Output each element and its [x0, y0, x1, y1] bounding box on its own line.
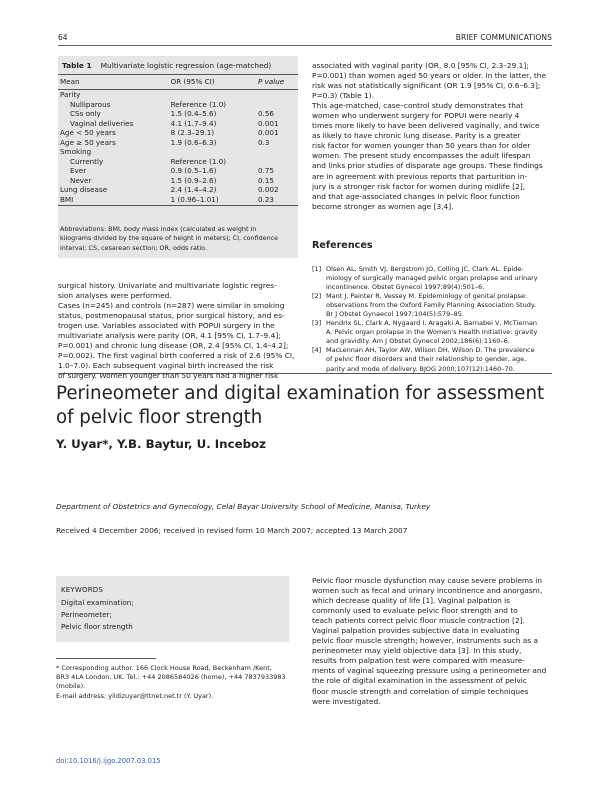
body-text-line: women. The present study encompasses the adult lifespan	[312, 151, 531, 161]
reference-text-line: Hendrix SL, Clark A, Nygaard I, Aragaki A, Barnabei V, McTiernan	[326, 319, 538, 328]
table-cell-label: Nulliparous	[70, 99, 111, 109]
reference-number: [3]	[312, 319, 322, 328]
article-title-line: Perineometer and digital examination for assessment	[56, 383, 545, 404]
body-text-line: This age-matched, case–control study demonstrates that	[312, 101, 524, 111]
table-cell-label: Lung disease	[60, 185, 108, 195]
table-cell-label: Currently	[70, 156, 104, 166]
footnote-line: * Corresponding author. 166 Clock House Road, Beckenham /Kent,	[56, 664, 272, 672]
article-body-line: pelvic floor muscle strength; however, instruments such as a	[312, 636, 539, 646]
table-cell-p: 0.002	[257, 185, 279, 195]
table-cell-label: Never	[70, 175, 92, 185]
table-cell-p: 0.56	[257, 109, 274, 119]
article-body-line: were investigated.	[312, 696, 381, 706]
footnote-line: (mobile).	[56, 682, 86, 691]
table-row	[58, 90, 298, 100]
table-cell-p: 0.23	[258, 195, 298, 205]
table-row	[58, 119, 298, 129]
corresponding-author-footnote	[56, 664, 289, 701]
page-number: 64	[58, 33, 68, 42]
table-row	[58, 176, 298, 186]
table-cell-or	[171, 90, 258, 100]
reference-item	[312, 319, 552, 346]
reference-text-line: Mant J, Painter R, Vessey M. Epidemiology of genital prolapse:	[326, 292, 528, 301]
table-cell-p: 0.15	[257, 175, 274, 185]
body-text-line: P=0.002). The first vaginal birth conferred a risk of 2.6 (95% CI,	[58, 351, 295, 361]
body-text-line: P=0.001) and chronic lung disease (OR, 2.4 [95% CI, 1.4–4.2];	[58, 341, 289, 351]
body-text-line: as likely to have chronic lung disease. Parity is a greater	[312, 131, 521, 141]
table-cell-label: Age ≥ 50 years	[60, 137, 116, 147]
article-body-line: which decrease quality of life [1]. Vaginal palpation is	[312, 596, 511, 606]
table-note-line: interval; CS, cesarean section; OR, odds ratio.	[60, 243, 208, 252]
reference-text-line: and gravidity. Am J Obstet Gynecol 2002;186(6):1160–6.	[326, 337, 510, 346]
article-body-line: perineometer may yield objective data [3]. In this study,	[312, 646, 522, 656]
table-row	[58, 157, 298, 167]
table-cell-p	[258, 100, 298, 110]
table-cell-or: Reference (1.0)	[170, 156, 227, 166]
article-body-text	[312, 576, 552, 707]
article-body-line: Pelvic floor muscle dysfunction may cause severe problems in	[312, 576, 543, 585]
reference-item	[312, 292, 552, 319]
table-cell-p	[258, 147, 298, 157]
affiliation: Department of Obstetrics and Gynecology, Celal Bayar University School of Medicine, Manisa, Turkey	[56, 502, 431, 511]
reference-text-line: miology of surgically managed pelvic organ prolapse and urinary	[326, 274, 538, 283]
table-cell-or: 4.1 (1.7–9.4)	[170, 118, 217, 128]
reference-number: [1]	[312, 265, 322, 273]
table-row	[58, 185, 298, 195]
table-cell-label: Smoking	[60, 147, 92, 157]
table-note-line: kilograms divided by the square of height in meters); CI, confidence	[60, 234, 279, 243]
reference-text-line: parity and mode of delivery. BJOG 2000;107(12):1460–70.	[326, 364, 515, 373]
table-cell-or: 1.5 (0.4–5.6)	[170, 109, 217, 119]
references-list	[312, 265, 552, 374]
table-row	[58, 128, 298, 138]
table-cell-label: Age < 50 years	[60, 128, 116, 138]
footnote-line: E-mail address: yildizuyar@ttnet.net.tr (Y. Uyar).	[56, 691, 214, 700]
table-cell-or: 1 (0.96–1.01)	[171, 195, 258, 205]
reference-number: [2]	[312, 292, 322, 301]
body-text-line: sion analyses were performed.	[58, 291, 172, 301]
received-dates: Received 4 December 2006; received in revised form 10 March 2007; accepted 13 March 2007	[56, 526, 408, 535]
table-cell-label: Ever	[70, 166, 87, 176]
body-text-line: and that age-associated changes in pelvic floor function	[312, 191, 520, 201]
table-cell-or: 8 (2.3–29.1)	[170, 128, 215, 138]
article-body-line: results from palpation test were compared with measure-	[312, 656, 525, 666]
doi-text[interactable]: doi:10.1016/j.ijgo.2007.03.015	[56, 757, 161, 765]
table-note-line: Abbreviations: BMI, body mass index (calculated as weight in	[60, 225, 257, 233]
section-heading: BRIEF COMMUNICATIONS	[455, 33, 552, 42]
body-text-line: become stronger as women age [3,4].	[312, 201, 454, 211]
body-text-line: P=0.3) (Table 1).	[312, 91, 374, 101]
regression-table	[58, 74, 298, 206]
column-header-or: OR (95% CI)	[171, 75, 258, 90]
table-row	[58, 166, 298, 176]
article-body-line: women such as fecal and urinary incontinence and anorgasm,	[312, 586, 543, 596]
table-caption-text: Multivariate logistic regression (age-matched)	[100, 61, 272, 70]
table-row	[58, 100, 298, 110]
table-caption	[62, 61, 271, 70]
reference-text-line: Br J Obstet Gynaecol 1997;104(5):579–85.	[326, 310, 464, 319]
table-notes	[60, 225, 296, 253]
article-title	[56, 382, 544, 429]
article-body-line: teach patients correct pelvic floor muscle contraction [2].	[312, 616, 525, 626]
body-text-line: jury is a stronger risk factor for women during midlife [2],	[312, 181, 526, 191]
table-cell-or: 1.5 (0.9–2.6)	[170, 175, 217, 185]
body-text-line: times more likely to have been delivered vaginally, and twice	[312, 121, 540, 131]
reference-text-line: observations from the Oxford Family Planning Association Study.	[326, 301, 536, 310]
body-text-line: women who underwent surgery for POPUI were nearly 4	[312, 111, 520, 121]
reference-text-line: A. Pelvic organ prolapse in the Women's Health Initiative: gravity	[326, 328, 538, 337]
body-text-line: surgical history. Univariate and multivariate logistic regres-	[58, 281, 277, 290]
table-cell-p: 0.3	[257, 137, 270, 147]
footnote-line: BR3 4LA London, UK. Tel.: +44 2086584026 (home), +44 7837933983	[56, 673, 286, 682]
article-body-line: the role of digital examination in the assessment of pelvic	[312, 676, 527, 686]
table-cell-label: BMI	[58, 195, 171, 205]
article-separator	[58, 373, 552, 374]
footnote-rule	[56, 658, 156, 659]
table-row	[58, 138, 298, 148]
body-text-line: 1.0–7.0). Each subsequent vaginal birth increased the risk	[58, 361, 274, 371]
article-title-line: of pelvic floor strength	[56, 406, 263, 428]
reference-item	[312, 265, 552, 292]
article-body-line: floor muscle strength and correlation of simple techniques	[312, 686, 529, 696]
reference-item	[312, 346, 552, 373]
table-cell-p: 0.001	[257, 128, 279, 138]
body-text-line: of surgery. Women younger than 50 years had a higher risk	[58, 371, 279, 381]
table-cell-p	[258, 90, 298, 100]
article-body-line: commonly used to evaluate pelvic floor strength and to	[312, 606, 518, 616]
body-text-line: trogen use. Variables associated with POPUI surgery in the	[58, 321, 275, 331]
table-cell-or: 0.9 (0.5–1.6)	[170, 166, 217, 176]
column-header-mean: Mean	[58, 75, 171, 90]
table-header-row	[58, 75, 298, 90]
body-text-line: associated with vaginal parity (OR, 8.0 [95% CI, 2.3–29.1];	[312, 61, 529, 70]
table-body	[58, 90, 298, 206]
table-cell-label: Parity	[60, 90, 81, 99]
table-cell-p	[258, 157, 298, 167]
body-text-line: are in agreement with previous reports that parturition in-	[312, 171, 528, 181]
reference-text-line: MacLennan AH, Taylor AW, Wilson DH, Wilson D. The prevalence	[326, 346, 535, 355]
references-heading: References	[312, 240, 373, 251]
table-row	[58, 109, 298, 119]
body-text-line: P=0.001) than women aged 50 years or older. In the latter, the	[312, 71, 547, 81]
table-cell-or	[171, 147, 258, 157]
article-body-line: Vaginal palpation provides subjective data in evaluating	[312, 626, 520, 636]
reference-text-line: of pelvic floor disorders and their relationship to gender, age,	[326, 355, 527, 364]
reference-text-line: Olsen AL, Smith VJ, Bergstrom JO, Colling JC, Clark AL. Epide-	[326, 265, 524, 273]
table-cell-p: 0.001	[257, 118, 279, 128]
left-column-text	[58, 281, 298, 381]
table-cell-or: 2.4 (1.4–4.2)	[170, 185, 217, 195]
keyword-item: Pelvic floor strength	[61, 622, 133, 631]
header-rule	[58, 45, 552, 46]
table-row	[58, 147, 298, 157]
table-cell-label: CSs only	[70, 109, 101, 119]
table-cell-label: Vaginal deliveries	[70, 118, 134, 128]
keywords-heading: KEYWORDS	[61, 586, 104, 594]
body-text-line: status, postmenopausal status, prior surgical history, and es-	[58, 311, 285, 321]
table-cell-p: 0.75	[257, 166, 274, 176]
table-cell-or: Reference (1.0)	[170, 99, 227, 109]
reference-number: [4]	[312, 346, 322, 355]
body-text-line: risk was not statistically significant (OR 1.9 [95% CI, 0.6–6.3];	[312, 81, 541, 91]
keyword-item: Perineometer;	[61, 610, 112, 619]
column-header-p: P value	[258, 75, 298, 90]
body-text-line: risk factor for women younger than 50 years than for older	[312, 141, 531, 151]
body-text-line: multivariate analysis were parity (OR, 4.1 [95% CI, 1.7–9.4];	[58, 331, 281, 341]
body-text-line: Cases (n=245) and controls (n=287) were similar in smoking	[58, 301, 285, 311]
table-cell-or: 1.9 (0.6–6.3)	[170, 137, 217, 147]
reference-text-line: incontinence. Obstet Gynecol 1997;89(4):501–6.	[326, 283, 485, 292]
right-column-text	[312, 61, 552, 212]
body-text-line: and links prior studies of disparate age groups. These findings	[312, 161, 543, 171]
table-row	[58, 195, 298, 205]
authors: Y. Uyar*, Y.B. Baytur, U. Inceboz	[56, 437, 266, 451]
doi	[56, 757, 161, 765]
article-body-line: ments of vaginal squeezing pressure using a perineometer and	[312, 666, 547, 676]
keyword-item: Digital examination;	[61, 598, 134, 607]
table-label: Table 1	[62, 61, 92, 70]
